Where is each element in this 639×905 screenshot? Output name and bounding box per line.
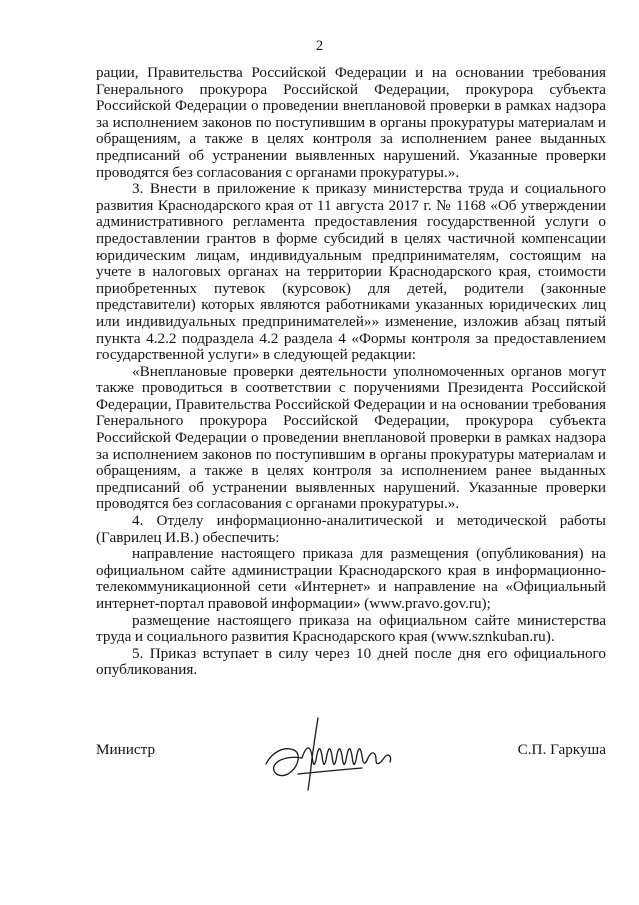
paragraph-quoted-amendment: «Внеплановые проверки деятельности уполномоченных органов могут также проводиться в соответствии с поручениями Президента Российской Федерации, Правительства Российской Федерации и на основании требования Генерального прокурора Российской Федерации, прокурора субъекта Российской Федерации о проведении внеплановой проверки в рамках надзора за исполнением законов по поступившим в органы прокуратуры материалам и обращениям, а также в целях контроля за исполнением ранее выданных предписаний об устранении выявленных нарушений. Указанные проверки проводятся без согласования с органами прокуратуры.». xyxy=(96,362,606,513)
paragraph-continuation: рации, Правительства Российской Федерации и на основании требования Генерального прокурора Российской Федерации, прокурора субъекта Российской Федерации о проведении внеплановой проверки в рамках надзора за исполнением законов по поступившим в органы прокуратуры материалам и обращениям, а также в целях контроля за исполнением ранее выданных предписаний об устранении выявленных нарушений. Указанные проверки проводятся без согласования с органами прокуратуры.». xyxy=(96,64,606,181)
paragraph-item-5: 5. Приказ вступает в силу через 10 дней после дня его официального опубликования. xyxy=(96,644,606,679)
signer-title: Министр xyxy=(96,741,156,758)
paragraph-item-4: 4. Отделу информационно-аналитической и методической работы (Гаврилец И.В.) обеспечить: xyxy=(96,512,606,546)
paragraph-website-placement: размещение настоящего приказа на официальном сайте министерства труда и социального развития Краснодарского края (www.sznkuban.ru). xyxy=(96,611,606,646)
signature-block xyxy=(96,716,606,796)
page-number: 2 xyxy=(315,38,324,54)
signer-name: С.П. Гаркуша xyxy=(517,741,606,758)
handwritten-signature xyxy=(258,716,408,792)
paragraph-item-3: 3. Внести в приложение к приказу министерства труда и социального развития Краснодарского края от 11 августа 2017 г. № 1168 «Об утверждении административного регламента предоставления государственной услуги о предоставлении грантов в форме субсидий в целях частичной компенсации юридическим лицам, индивидуальным предпринимателям, состоящим на учете в налоговых органах на территории Краснодарского края, стоимости приобретенных путевок (курсовок) для детей, родители (законные представители) которых являются работниками указанных юридических лиц или индивидуальных предпринимателей»» изменение, изложив абзац пятый пункта 4.2.2 подраздела 4.2 раздела 4 «Формы контроля за предоставлением государственной услуги» в следующей редакции: xyxy=(96,180,606,364)
paragraph-publication-direction: направление настоящего приказа для размещения (опубликования) на официальном сайте администрации Краснодарского края в информационно-телекоммуникационной сети «Интернет» и направление на «Официальный интернет-портал правовой информации» (www.pravo.gov.ru); xyxy=(96,545,606,612)
document-body xyxy=(96,65,606,679)
